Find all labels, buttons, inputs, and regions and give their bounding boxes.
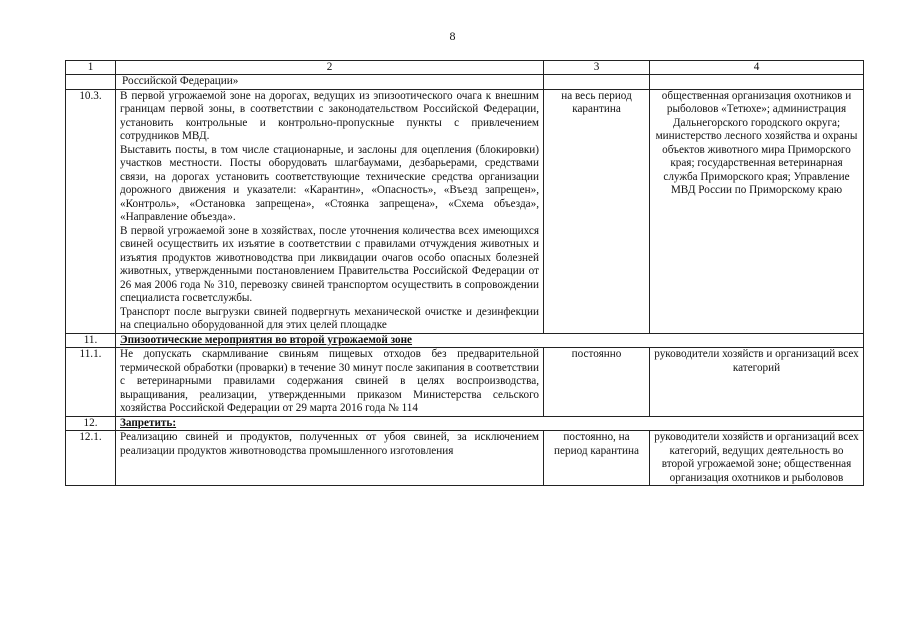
item-number: 12.1. [66, 431, 116, 486]
item-number [66, 75, 116, 90]
header-col-4: 4 [650, 61, 864, 75]
header-col-3: 3 [544, 61, 650, 75]
header-col-1: 1 [66, 61, 116, 75]
page-number: 8 [449, 29, 456, 43]
paragraph: В первой угрожаемой зоне в хозяйствах, после уточнения количества всех имеющихся свиней осуществить их изъятие в соответствии с правилами отчуждения животных и изъятия продуктов животноводства при ликвидации очагов особо опасных болезней животных, утвержденными постановлением Правительства Российской Федерации от 26 мая 2006 года № 310, перевозку свиней транспортом осуществить в сопровождении специалиста госветслужбы. [120, 224, 539, 304]
item-term: на весь период карантина [544, 89, 650, 333]
table-row [66, 89, 864, 333]
item-number: 11.1. [66, 348, 116, 417]
section-row [66, 416, 864, 431]
section-number: 11. [66, 333, 116, 348]
section-number: 12. [66, 416, 116, 431]
paragraph: Российской Федерации» [122, 75, 239, 87]
item-responsible [650, 75, 864, 90]
paragraph: Транспорт после выгрузки свиней подвергнуть механической очистке и дезинфекции на специально оборудованной для этих целей площадке [120, 305, 539, 331]
table-row [66, 75, 864, 90]
item-term: постоянно, на период карантина [544, 431, 650, 486]
table-row [66, 348, 864, 417]
table-row [66, 431, 864, 486]
item-text [116, 89, 544, 333]
item-responsible: руководители хозяйств и организаций всех категорий, ведущих деятельность во второй угрожаемой зоне; общественная организация охотников и рыболовов [650, 431, 864, 486]
paragraph: Не допускать скармливание свиньям пищевых отходов без предварительной термической обработки (проварки) в течение 30 минут после закипания в соответствии с ветеринарными правилами содержания свиней в целях воспроизводства, выращивания, реализации, утвержденными приказом Министерства сельского хозяйства Российской Федерации от 29 марта 2016 года № 114 [120, 348, 539, 414]
item-responsible: руководители хозяйств и организаций всех категорий [650, 348, 864, 417]
item-text [116, 75, 544, 90]
measures-table [65, 60, 864, 486]
section-title: Запретить: [116, 416, 864, 431]
header-col-2: 2 [116, 61, 544, 75]
section-row [66, 333, 864, 348]
item-text [116, 431, 544, 486]
item-responsible: общественная организация охотников и рыболовов «Тетюхе»; администрация Дальнегорского городского округа; министерство лесного хозяйства и охраны объектов животного мира Приморского края; государственная ветеринарная служба Приморского края; Управление МВД России по Приморскому краю [650, 89, 864, 333]
item-text [116, 348, 544, 417]
paragraph: В первой угрожаемой зоне на дорогах, ведущих из эпизоотического очага к внешним границам первой зоны, в соответствии с законодательством Российской Федерации, установить контрольные и контрольно-пропускные пункты с привлечением сотрудников МВД. [120, 89, 539, 142]
paragraph: Выставить посты, в том числе стационарные, и заслоны для оцепления (блокировки) участков местности. Посты оборудовать шлагбаумами, дезбарьерами, средствами связи, на дорогах установить соответствующие технические средства организации дорожного движения и указатели: «Карантин», «Опасность», «Въезд запрещен», «Контроль», «Остановка запрещена», «Стоянка запрещена», «Схема объезда», «Направление объезда». [120, 143, 539, 223]
item-term [544, 75, 650, 90]
table-header-row [66, 61, 864, 75]
paragraph: Реализацию свиней и продуктов, полученных от убоя свиней, за исключением реализации продуктов животноводства промышленного изготовления [120, 431, 539, 457]
section-title: Эпизоотические мероприятия во второй угрожаемой зоне [116, 333, 864, 348]
item-number: 10.3. [66, 89, 116, 333]
item-term: постоянно [544, 348, 650, 417]
